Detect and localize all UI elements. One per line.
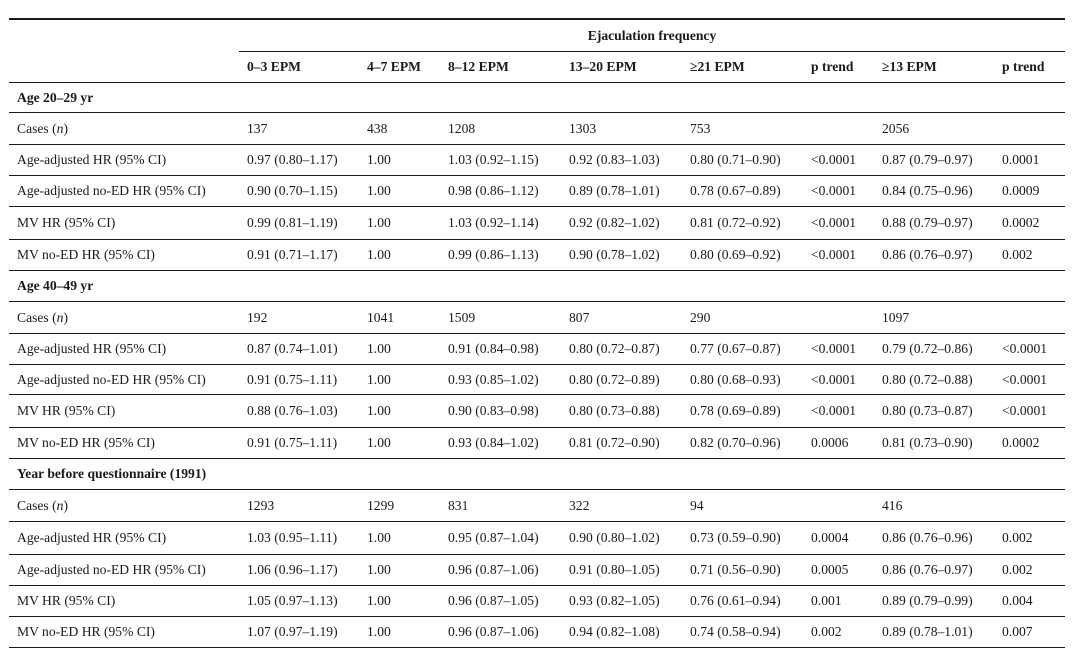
table-row (9, 617, 1065, 648)
row-label: Age-adjusted no-ED HR (95% CI) (9, 176, 239, 207)
table-cell: <0.0001 (803, 240, 874, 271)
table-cell: 831 (440, 490, 561, 522)
column-header: ≥13 EPM (874, 52, 994, 83)
table-cell: 0.004 (994, 586, 1065, 617)
table-cell: 322 (561, 490, 682, 522)
header-blank-cell (9, 19, 239, 52)
section-row (9, 83, 1065, 113)
row-label: MV HR (95% CI) (9, 586, 239, 617)
table-cell: 0.78 (0.67–0.89) (682, 176, 803, 207)
table-cell: 1.06 (0.96–1.17) (239, 555, 359, 586)
table-cell: 2056 (874, 113, 994, 145)
table-cell: 1.00 (359, 207, 440, 240)
section-title: Age 20–29 yr (9, 83, 1065, 113)
table-cell: 0.93 (0.85–1.02) (440, 365, 561, 395)
table-cell: 0.84 (0.75–0.96) (874, 176, 994, 207)
table-row (9, 113, 1065, 145)
table-cell: 0.86 (0.76–0.96) (874, 522, 994, 555)
table-cell: 1208 (440, 113, 561, 145)
table-cell: 0.92 (0.83–1.03) (561, 145, 682, 176)
section-title: Age 40–49 yr (9, 271, 1065, 302)
table-cell: 0.80 (0.72–0.87) (561, 334, 682, 365)
table-cell: 1.00 (359, 334, 440, 365)
table-row (9, 395, 1065, 428)
table-cell: 0.98 (0.86–1.12) (440, 176, 561, 207)
table-cell: 416 (874, 490, 994, 522)
table-cell: 0.87 (0.79–0.97) (874, 145, 994, 176)
table-row (9, 522, 1065, 555)
table-cell: 1299 (359, 490, 440, 522)
table-cell: 1293 (239, 490, 359, 522)
table-cell: 1.00 (359, 617, 440, 648)
table-cell: 0.79 (0.72–0.86) (874, 334, 994, 365)
results-table (9, 18, 1065, 648)
table-cell: <0.0001 (994, 395, 1065, 428)
table-cell: 0.81 (0.72–0.90) (561, 428, 682, 459)
table-cell: 0.0002 (994, 428, 1065, 459)
row-label-end: ) (63, 309, 68, 325)
section-row (9, 459, 1065, 490)
row-label (9, 113, 239, 145)
table-cell: 0.90 (0.80–1.02) (561, 522, 682, 555)
table-row (9, 240, 1065, 271)
table-cell: 0.90 (0.78–1.02) (561, 240, 682, 271)
table-cell: 0.91 (0.75–1.11) (239, 428, 359, 459)
table-cell: 0.73 (0.59–0.90) (682, 522, 803, 555)
table-cell: <0.0001 (803, 395, 874, 428)
table-cell: 1.03 (0.92–1.15) (440, 145, 561, 176)
column-header: 4–7 EPM (359, 52, 440, 83)
table-row (9, 145, 1065, 176)
table-cell: 1509 (440, 302, 561, 334)
table-cell: 0.80 (0.73–0.87) (874, 395, 994, 428)
table-cell: 0.0005 (803, 555, 874, 586)
table-cell: 0.91 (0.71–1.17) (239, 240, 359, 271)
table-row (9, 334, 1065, 365)
table-cell: 0.97 (0.80–1.17) (239, 145, 359, 176)
table-cell: 0.0004 (803, 522, 874, 555)
table-cell: <0.0001 (803, 365, 874, 395)
row-label: Age-adjusted no-ED HR (95% CI) (9, 555, 239, 586)
table-cell: 1041 (359, 302, 440, 334)
table-cell: 0.94 (0.82–1.08) (561, 617, 682, 648)
header-group-row (9, 19, 1065, 52)
table-cell: 0.002 (994, 555, 1065, 586)
table-cell: 0.91 (0.80–1.05) (561, 555, 682, 586)
section-row (9, 271, 1065, 302)
table-row (9, 586, 1065, 617)
table-cell: 0.80 (0.68–0.93) (682, 365, 803, 395)
table-cell: 0.91 (0.75–1.11) (239, 365, 359, 395)
table-cell: 0.81 (0.73–0.90) (874, 428, 994, 459)
table-row (9, 365, 1065, 395)
table-cell: 0.87 (0.74–1.01) (239, 334, 359, 365)
table-row (9, 490, 1065, 522)
row-label-text: Cases ( (17, 497, 57, 513)
row-label (9, 302, 239, 334)
table-cell: <0.0001 (803, 145, 874, 176)
table-cell (994, 113, 1065, 145)
table-cell: 0.78 (0.69–0.89) (682, 395, 803, 428)
table-cell: 0.93 (0.84–1.02) (440, 428, 561, 459)
table-cell: 192 (239, 302, 359, 334)
table-cell: 1.03 (0.95–1.11) (239, 522, 359, 555)
table-cell: 0.80 (0.72–0.89) (561, 365, 682, 395)
row-label-italic: n (56, 120, 64, 136)
table-cell: 753 (682, 113, 803, 145)
table-cell: 0.81 (0.72–0.92) (682, 207, 803, 240)
table-cell: 1.00 (359, 522, 440, 555)
table-cell: 1097 (874, 302, 994, 334)
row-label: MV no-ED HR (95% CI) (9, 240, 239, 271)
table-cell: 0.86 (0.76–0.97) (874, 555, 994, 586)
row-label: Age-adjusted no-ED HR (95% CI) (9, 365, 239, 395)
table-cell: 0.89 (0.78–1.01) (561, 176, 682, 207)
table-cell: 0.99 (0.81–1.19) (239, 207, 359, 240)
table-cell: <0.0001 (803, 207, 874, 240)
table-cell: 1.00 (359, 145, 440, 176)
row-label-end: ) (63, 497, 68, 513)
column-header: 0–3 EPM (239, 52, 359, 83)
table-cell: 0.74 (0.58–0.94) (682, 617, 803, 648)
table-cell: 0.96 (0.87–1.06) (440, 555, 561, 586)
table-cell (994, 302, 1065, 334)
table-cell: 0.80 (0.71–0.90) (682, 145, 803, 176)
table-cell: 1.00 (359, 395, 440, 428)
column-header: 8–12 EPM (440, 52, 561, 83)
table-row (9, 555, 1065, 586)
row-label (9, 490, 239, 522)
table-row (9, 302, 1065, 334)
table-cell (994, 490, 1065, 522)
table-cell: 0.80 (0.72–0.88) (874, 365, 994, 395)
table-cell: 0.80 (0.69–0.92) (682, 240, 803, 271)
table-cell: 0.77 (0.67–0.87) (682, 334, 803, 365)
table-cell: 0.99 (0.86–1.13) (440, 240, 561, 271)
table-cell: 137 (239, 113, 359, 145)
table-cell: 1.07 (0.97–1.19) (239, 617, 359, 648)
column-header: ≥21 EPM (682, 52, 803, 83)
table-cell: 1.03 (0.92–1.14) (440, 207, 561, 240)
header-blank-cell (9, 52, 239, 83)
table-row (9, 207, 1065, 240)
table-cell: 1.00 (359, 586, 440, 617)
table-cell: 1303 (561, 113, 682, 145)
table-cell: 1.00 (359, 555, 440, 586)
table-cell: <0.0001 (994, 334, 1065, 365)
column-header: p trend (994, 52, 1065, 83)
table-cell: 0.0006 (803, 428, 874, 459)
row-label-text: Cases ( (17, 309, 57, 325)
table-cell: 0.96 (0.87–1.05) (440, 586, 561, 617)
table-cell: <0.0001 (803, 176, 874, 207)
table-cell: 1.00 (359, 428, 440, 459)
table-cell (803, 302, 874, 334)
table-cell: 0.86 (0.76–0.97) (874, 240, 994, 271)
header-columns-row (9, 52, 1065, 83)
table-cell (803, 113, 874, 145)
table-cell: 0.0002 (994, 207, 1065, 240)
row-label: MV no-ED HR (95% CI) (9, 428, 239, 459)
row-label-text: Cases ( (17, 120, 57, 136)
table-cell: 0.0001 (994, 145, 1065, 176)
row-label: MV HR (95% CI) (9, 207, 239, 240)
row-label-end: ) (63, 120, 68, 136)
table-cell: 0.95 (0.87–1.04) (440, 522, 561, 555)
table-cell: 1.00 (359, 365, 440, 395)
table-cell: <0.0001 (994, 365, 1065, 395)
column-header: p trend (803, 52, 874, 83)
header-group-label: Ejaculation frequency (239, 19, 1065, 52)
row-label: Age-adjusted HR (95% CI) (9, 145, 239, 176)
table-cell: 0.91 (0.84–0.98) (440, 334, 561, 365)
table-cell: 0.96 (0.87–1.06) (440, 617, 561, 648)
table-cell: 0.007 (994, 617, 1065, 648)
row-label: MV HR (95% CI) (9, 395, 239, 428)
section-title: Year before questionnaire (1991) (9, 459, 1065, 490)
table-cell: 94 (682, 490, 803, 522)
table-cell: 0.89 (0.78–1.01) (874, 617, 994, 648)
table-cell: 1.00 (359, 240, 440, 271)
table-cell: 1.05 (0.97–1.13) (239, 586, 359, 617)
table-cell: 0.80 (0.73–0.88) (561, 395, 682, 428)
table-cell: 0.002 (994, 522, 1065, 555)
table-cell: 807 (561, 302, 682, 334)
table-cell: 438 (359, 113, 440, 145)
table-cell: 0.82 (0.70–0.96) (682, 428, 803, 459)
table-cell: 0.002 (994, 240, 1065, 271)
table-row (9, 428, 1065, 459)
table-cell: 0.002 (803, 617, 874, 648)
table-cell: 0.71 (0.56–0.90) (682, 555, 803, 586)
column-header: 13–20 EPM (561, 52, 682, 83)
table-cell: 0.001 (803, 586, 874, 617)
table-cell: 0.90 (0.70–1.15) (239, 176, 359, 207)
table-cell: 0.0009 (994, 176, 1065, 207)
table-cell: 0.76 (0.61–0.94) (682, 586, 803, 617)
table-cell: 0.88 (0.76–1.03) (239, 395, 359, 428)
row-label-italic: n (56, 309, 64, 325)
table-cell: 0.89 (0.79–0.99) (874, 586, 994, 617)
table-cell: 0.92 (0.82–1.02) (561, 207, 682, 240)
row-label: Age-adjusted HR (95% CI) (9, 522, 239, 555)
table-row (9, 176, 1065, 207)
row-label-italic: n (56, 497, 64, 513)
table-cell (803, 490, 874, 522)
row-label: Age-adjusted HR (95% CI) (9, 334, 239, 365)
table-cell: 0.88 (0.79–0.97) (874, 207, 994, 240)
table-cell: 1.00 (359, 176, 440, 207)
table-cell: <0.0001 (803, 334, 874, 365)
table-cell: 290 (682, 302, 803, 334)
table-cell: 0.90 (0.83–0.98) (440, 395, 561, 428)
table-cell: 0.93 (0.82–1.05) (561, 586, 682, 617)
row-label: MV no-ED HR (95% CI) (9, 617, 239, 648)
